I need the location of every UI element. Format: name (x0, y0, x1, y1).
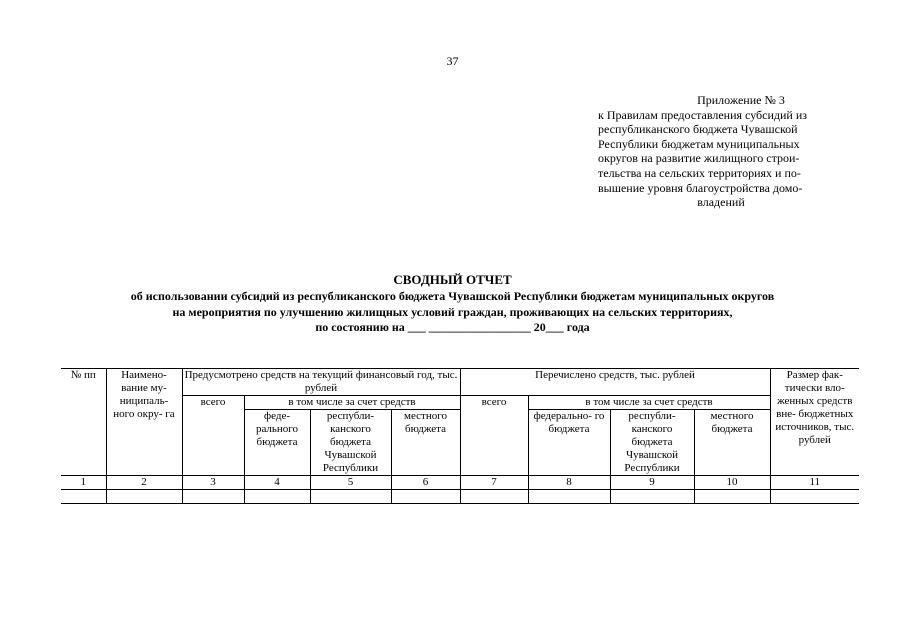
appendix-line: вышение уровня благоустройства домо- (598, 180, 803, 195)
table-cell (770, 490, 859, 504)
report-title: СВОДНЫЙ ОТЧЕТ (393, 272, 512, 287)
column-number: 6 (391, 476, 460, 490)
table-cell (391, 490, 460, 504)
report-subtitle-line: на мероприятия по улучшению жилищных условий граждан, проживающих на сельских территориях, (172, 304, 733, 319)
report-subtitle-line: об использовании субсидий из республиканского бюджета Чувашской Республики бюджетам муниципальных округов (130, 289, 775, 303)
header-name: Наимено- вание му- ниципаль- ного окру- га (106, 369, 182, 476)
column-number-row (61, 476, 859, 490)
appendix-block (598, 93, 844, 210)
table-cell (528, 490, 610, 504)
column-number: 5 (310, 476, 391, 490)
column-number: 3 (182, 476, 244, 490)
header-transferred-local: местного бюджета (694, 410, 770, 476)
report-table (61, 368, 859, 504)
header-transferred-including: в том числе за счет средств (528, 396, 770, 410)
table-cell (694, 490, 770, 504)
header-num: № пп (61, 369, 106, 476)
appendix-title: Приложение № 3 (697, 93, 785, 107)
header-planned-local: местного бюджета (391, 410, 460, 476)
header-transferred: Перечислено средств, тыс. рублей (460, 369, 770, 396)
report-subtitle-line: по состоянию на ___ _________________ 20___ года (315, 320, 590, 334)
column-number: 7 (460, 476, 528, 490)
page-number: 37 (446, 54, 459, 68)
table-cell (310, 490, 391, 504)
column-number: 10 (694, 476, 770, 490)
column-number: 4 (244, 476, 310, 490)
header-planned-republic: республи- канского бюджета Чувашской Республики (310, 410, 391, 476)
header-planned-federal: феде- рального бюджета (244, 410, 310, 476)
appendix-line: к Правилам предоставления субсидий из (598, 107, 808, 122)
column-number: 2 (106, 476, 182, 490)
table-cell (460, 490, 528, 504)
header-planned-including: в том числе за счет средств (244, 396, 460, 410)
table-row (61, 490, 859, 504)
table-cell (106, 490, 182, 504)
column-number: 8 (528, 476, 610, 490)
report-subtitle (0, 289, 905, 336)
header-planned: Предусмотрено средств на текущий финансовый год, тыс. рублей (182, 369, 460, 396)
header-transferred-republic: республи- канского бюджета Чувашской Республики (610, 410, 694, 476)
header-planned-total: всего (182, 396, 244, 476)
report-table-wrapper (61, 368, 859, 504)
appendix-line: республиканского бюджета Чувашской (598, 122, 798, 137)
table-cell (244, 490, 310, 504)
column-number: 1 (61, 476, 106, 490)
column-number: 9 (610, 476, 694, 490)
header-transferred-total: всего (460, 396, 528, 476)
appendix-last-line: владений (697, 195, 745, 210)
header-transferred-federal: федерально- го бюджета (528, 410, 610, 476)
header-extra-budget: Размер фак- тически вло- женных средств вне- бюджетных источников, тыс. рублей (770, 369, 859, 476)
table-cell (61, 490, 106, 504)
appendix-line: Республики бюджетам муниципальных (598, 136, 800, 151)
table-cell (610, 490, 694, 504)
column-number: 11 (770, 476, 859, 490)
appendix-line: округов на развитие жилищного строи- (598, 151, 800, 166)
appendix-line: тельства на сельских территориях и по- (598, 165, 801, 180)
table-cell (182, 490, 244, 504)
